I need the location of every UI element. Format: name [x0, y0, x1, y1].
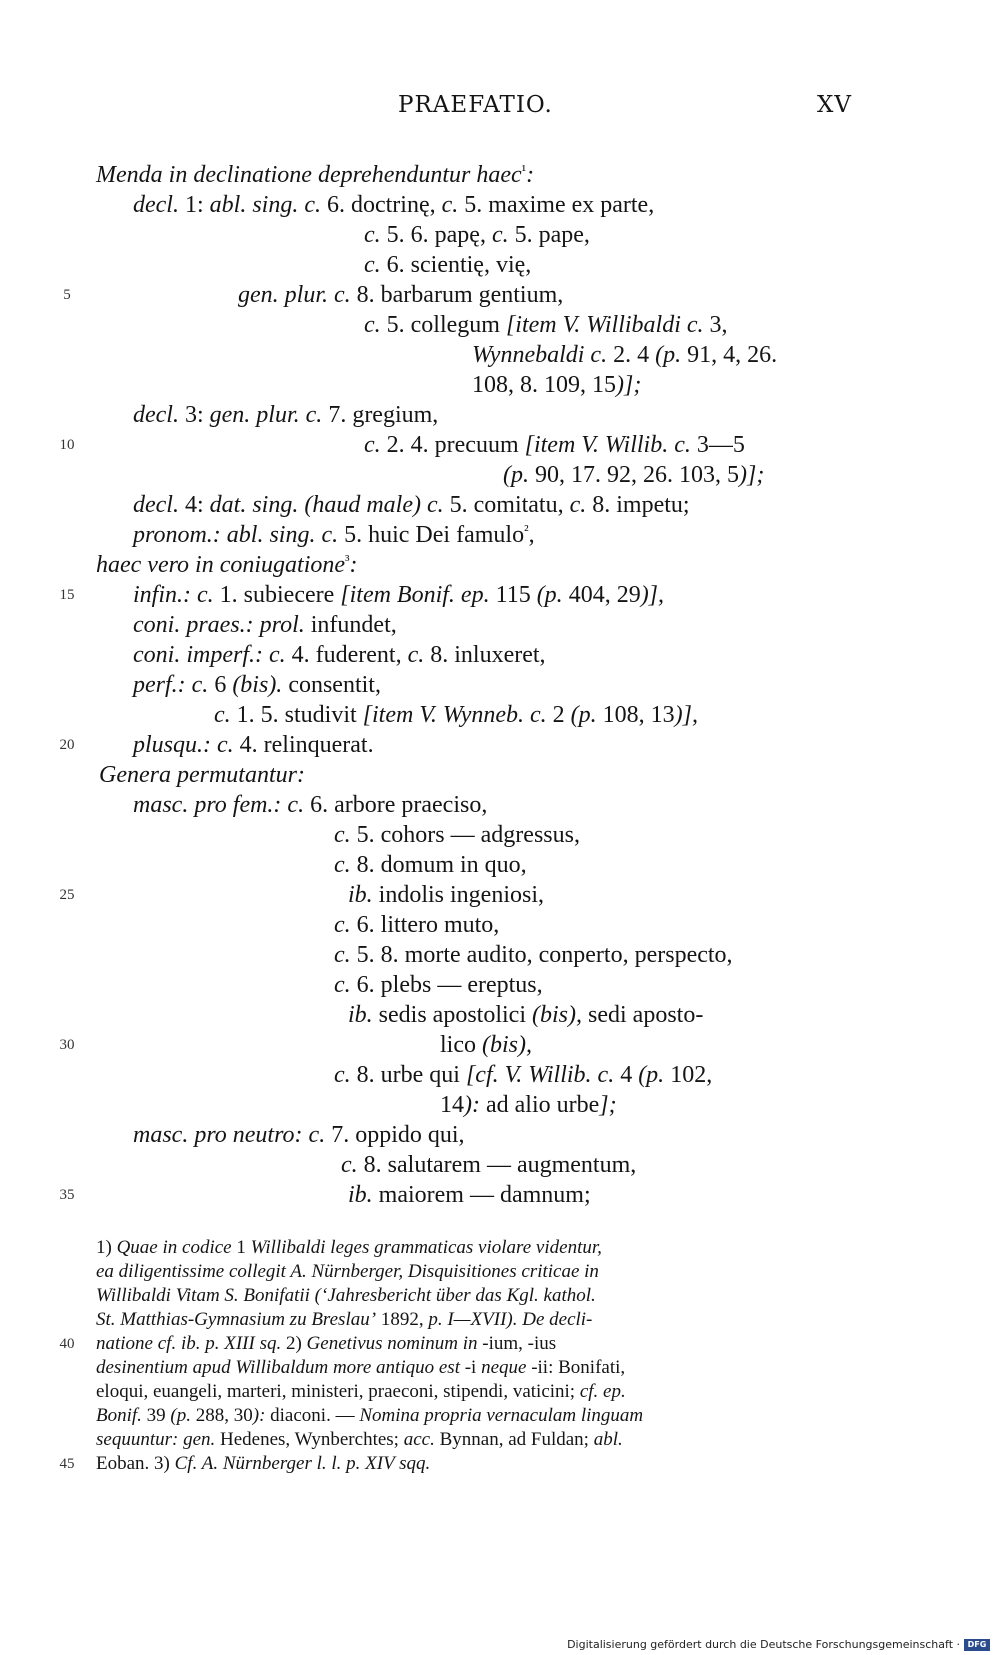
italic-text: ib.	[348, 1182, 373, 1208]
text-span: 8. salutarem — augmentum,	[357, 1152, 637, 1178]
text-span: 1892,	[376, 1309, 429, 1330]
italic-text: Willibaldi leges grammaticas violare videntur,	[250, 1237, 602, 1258]
italic-text: :	[526, 162, 535, 188]
text-line	[364, 220, 590, 250]
footnote-line	[96, 1428, 623, 1452]
italic-text: c.	[214, 702, 231, 728]
text-span: 8. domum in quo,	[350, 852, 527, 878]
italic-text: c.	[364, 222, 381, 248]
italic-text: p. I—XVII). De decli-	[428, 1309, 593, 1330]
italic-text: c.	[364, 252, 381, 278]
italic-text: c.	[334, 972, 351, 998]
italic-text: (bis),	[482, 1032, 532, 1058]
footnote-line	[96, 1284, 596, 1308]
text-line	[348, 1000, 703, 1030]
italic-text: c.	[334, 942, 351, 968]
line-number: 35	[59, 1187, 75, 1203]
text-span: 102,	[664, 1062, 713, 1088]
text-line	[334, 910, 499, 940]
text-span: 5. 6. papę,	[380, 222, 492, 248]
italic-text: c.	[407, 642, 425, 668]
italic-text: [cf. V. Willib. c.	[465, 1062, 615, 1088]
italic-text: [item V. Willib. c.	[524, 432, 691, 458]
line-number: 25	[59, 887, 75, 903]
italic-text: masc. pro fem.: c.	[133, 792, 305, 818]
footnote-line	[96, 1380, 626, 1404]
text-span: 5. comitatu,	[443, 492, 570, 518]
text-span: 2)	[281, 1333, 307, 1354]
text-span: ,	[528, 522, 535, 548]
page-title: PRAEFATIO.	[398, 92, 553, 118]
text-span: 1)	[96, 1237, 117, 1258]
text-span: diaconi. —	[265, 1405, 360, 1426]
italic-text: (bis).	[232, 672, 283, 698]
text-span: 7. gregium,	[322, 402, 439, 428]
text-line	[96, 160, 534, 190]
italic-text: haec vero in coniugatione	[96, 552, 346, 578]
italic-text: pronom.: abl. sing. c.	[133, 522, 339, 548]
italic-text: perf.: c.	[133, 672, 209, 698]
italic-text: dat. sing. (haud male) c.	[209, 492, 444, 518]
text-line	[440, 1090, 617, 1120]
text-line	[334, 820, 580, 850]
text-line	[59, 430, 745, 460]
text-span: indolis ingeniosi,	[372, 882, 545, 908]
text-span: 108, 13	[596, 702, 675, 728]
text-span: 6	[208, 672, 233, 698]
italic-text: ib.	[348, 882, 373, 908]
italic-text: Genetivus nominum in	[306, 1333, 478, 1354]
line-number: 30	[59, 1037, 75, 1053]
footnote-line	[59, 1332, 557, 1356]
text-span: 5. collegum	[380, 312, 506, 338]
text-span: lico	[440, 1032, 482, 1058]
italic-text: [item Bonif. ep.	[340, 582, 490, 608]
text-line	[59, 1030, 532, 1060]
page-number: XV	[817, 92, 852, 118]
text-span: -ium, -ius	[477, 1333, 557, 1354]
text-span: ad alio urbe	[479, 1092, 600, 1118]
text-line	[59, 730, 374, 760]
text-line	[133, 400, 438, 430]
italic-text: )];	[739, 462, 765, 488]
line-number: 5	[63, 287, 71, 303]
italic-text: gen. plur. c.	[238, 282, 351, 308]
text-span: 1	[231, 1237, 251, 1258]
italic-text: c.	[341, 1152, 358, 1178]
text-line	[334, 970, 543, 1000]
text-span: 4. fuderent,	[285, 642, 408, 668]
text-line	[472, 370, 641, 400]
italic-text: neque	[481, 1357, 527, 1378]
text-span: 39	[141, 1405, 171, 1426]
text-line	[364, 250, 531, 280]
text-line	[364, 310, 728, 340]
text-line	[341, 1150, 636, 1180]
italic-text: c.	[334, 822, 351, 848]
italic-text: :	[349, 552, 358, 578]
text-span: 8. barbarum gentium,	[350, 282, 564, 308]
italic-text: infin.: c.	[133, 582, 214, 608]
italic-text: c.	[491, 222, 509, 248]
text-span: 3,	[703, 312, 728, 338]
italic-text: natione cf. ib. p. XIII sq.	[96, 1333, 282, 1354]
text-line	[133, 790, 487, 820]
italic-text: abl. sing. c.	[209, 192, 321, 218]
text-line	[334, 940, 733, 970]
line-number: 45	[59, 1456, 75, 1472]
text-span: 5. 8. morte audito, conperto, perspecto,	[350, 942, 733, 968]
italic-text: c.	[364, 312, 381, 338]
italic-text: Genera permutantur:	[99, 762, 305, 788]
text-span: 4:	[178, 492, 210, 518]
italic-text: cf. ep.	[579, 1381, 626, 1402]
text-line	[214, 700, 698, 730]
italic-text: (p.	[170, 1405, 191, 1426]
italic-text: sequuntur: gen.	[96, 1429, 216, 1450]
footnote-line	[96, 1308, 592, 1332]
text-span: Eoban.	[96, 1453, 150, 1474]
text-span: 288, 30	[191, 1405, 253, 1426]
italic-text: decl.	[133, 402, 179, 428]
text-line	[472, 340, 777, 370]
dfg-logo-icon: DFG	[964, 1639, 990, 1651]
footnote-line	[96, 1236, 602, 1260]
italic-text: (p.	[536, 582, 563, 608]
text-line	[96, 550, 358, 580]
text-span: 8. urbe qui	[350, 1062, 466, 1088]
italic-text: ea diligentissime collegit A. Nürnberger, Disquisitiones criticae in	[96, 1261, 599, 1282]
text-span: 90, 17. 92, 26. 103, 5	[529, 462, 739, 488]
text-span: ³	[345, 553, 350, 569]
text-line	[133, 190, 654, 220]
italic-text: )],	[640, 582, 665, 608]
italic-text: desinentium apud Willibaldum more antiquo est	[96, 1357, 460, 1378]
text-span: 1. 5. studivit	[230, 702, 363, 728]
line-number: 10	[59, 437, 75, 453]
italic-text: c.	[569, 492, 587, 518]
text-span: 6. plebs — ereptus,	[350, 972, 543, 998]
italic-text: Quae in codice	[116, 1237, 232, 1258]
text-line	[133, 520, 535, 550]
footnote-line	[96, 1260, 599, 1284]
text-span: 1:	[178, 192, 210, 218]
italic-text: decl.	[133, 192, 179, 218]
text-span: 14	[440, 1092, 464, 1118]
text-span: ²	[524, 523, 529, 539]
italic-text: coni. imperf.: c.	[133, 642, 286, 668]
italic-text: abl.	[593, 1429, 623, 1450]
text-span: 108, 8. 109, 15	[472, 372, 616, 398]
digitization-credit	[567, 1638, 990, 1651]
text-span: 3—5	[690, 432, 745, 458]
text-span: 5. huic Dei famulo	[338, 522, 525, 548]
italic-text: (p.	[655, 342, 682, 368]
italic-text: St. Matthias-Gymnasium zu Breslau’	[96, 1309, 377, 1330]
line-number: 40	[59, 1336, 75, 1352]
text-span: 6. scientię, vię,	[380, 252, 532, 278]
italic-text: (p.	[638, 1062, 665, 1088]
text-span: 6. littero muto,	[350, 912, 500, 938]
italic-text: c.	[334, 912, 351, 938]
text-span: -ii: Bonifati,	[526, 1357, 626, 1378]
text-line	[133, 640, 546, 670]
text-span: 7. oppido qui,	[325, 1122, 465, 1148]
text-span: maiorem — damnum;	[372, 1182, 591, 1208]
text-span: 2. 4. precuum	[380, 432, 525, 458]
italic-text: )];	[616, 372, 642, 398]
italic-text: c.	[441, 192, 459, 218]
italic-text: decl.	[133, 492, 179, 518]
text-span: 6. doctrinę,	[320, 192, 442, 218]
text-line	[503, 460, 764, 490]
footnote-line	[96, 1404, 643, 1428]
text-line	[133, 490, 690, 520]
text-line	[59, 1180, 591, 1210]
italic-text: plusqu.: c.	[133, 732, 234, 758]
footnote-line	[96, 1356, 625, 1380]
italic-text: ):	[252, 1405, 266, 1426]
italic-text: Bonif.	[96, 1405, 142, 1426]
italic-text: (p.	[503, 462, 529, 488]
text-span: 91, 4, 26.	[681, 342, 778, 368]
text-line	[99, 760, 305, 790]
text-line	[133, 610, 397, 640]
text-line	[133, 1120, 465, 1150]
text-span: 3:	[178, 402, 210, 428]
text-span: 115	[489, 582, 537, 608]
italic-text: )],	[674, 702, 698, 728]
italic-text: Nomina propria vernaculam linguam	[359, 1405, 644, 1426]
text-span: consentit,	[282, 672, 381, 698]
text-span: 3)	[149, 1453, 175, 1474]
italic-text: (bis),	[532, 1002, 582, 1028]
line-number: 20	[59, 737, 75, 753]
italic-text: ];	[599, 1092, 617, 1118]
text-span: 4. relinquerat.	[233, 732, 374, 758]
italic-text: c.	[364, 432, 381, 458]
italic-text: masc. pro neutro: c.	[133, 1122, 326, 1148]
text-span: 4	[614, 1062, 639, 1088]
text-span: 2. 4	[607, 342, 656, 368]
italic-text: coni. praes.: prol.	[133, 612, 305, 638]
text-line	[334, 1060, 712, 1090]
text-span: eloqui, euangeli, marteri, ministeri, praeconi, stipendi, vaticini;	[96, 1381, 580, 1402]
italic-text: ib.	[348, 1002, 373, 1028]
text-span: sedis apostolici	[372, 1002, 532, 1028]
text-line	[59, 880, 545, 910]
text-line	[63, 280, 564, 310]
text-line	[133, 670, 381, 700]
text-span: 1. subiecere	[213, 582, 341, 608]
text-span: 5. pape,	[508, 222, 590, 248]
text-span: -i	[459, 1357, 482, 1378]
italic-text: [item V. Wynneb. c.	[362, 702, 547, 728]
text-span: 8. impetu;	[586, 492, 690, 518]
text-span: 6. arbore praeciso,	[304, 792, 488, 818]
italic-text: ):	[464, 1092, 480, 1118]
text-span: 404, 29	[562, 582, 641, 608]
italic-text: [item V. Willibaldi c.	[505, 312, 704, 338]
text-line	[334, 850, 527, 880]
italic-text: Menda in declinatione deprehenduntur haec	[96, 162, 522, 188]
text-span: sedi apostо-	[582, 1002, 704, 1028]
text-span: 2	[546, 702, 571, 728]
text-span: ¹	[521, 163, 527, 179]
italic-text: c.	[334, 852, 351, 878]
italic-text: gen. plur. c.	[209, 402, 323, 428]
italic-text: Willibaldi Vitam S. Bonifatii (‘Jahresbericht über das Kgl. kathol.	[96, 1285, 596, 1306]
text-line	[59, 580, 665, 610]
text-span: 5. cohors — adgressus,	[350, 822, 580, 848]
text-span: 8. inluxeret,	[424, 642, 546, 668]
credit-text: Digitalisierung gefördert durch die Deutsche Forschungsgemeinschaft ·	[567, 1638, 960, 1651]
footnote-line	[59, 1452, 431, 1476]
italic-text: (p.	[570, 702, 597, 728]
italic-text: acc.	[403, 1429, 435, 1450]
italic-text: Cf. A. Nürnberger l. l. p. XIV sqq.	[174, 1453, 431, 1474]
text-span: 5. maxime ex parte,	[458, 192, 655, 218]
line-number: 15	[59, 587, 75, 603]
italic-text: Wynnebaldi c.	[472, 342, 608, 368]
text-span: Hedenes, Wynberchtes;	[215, 1429, 404, 1450]
text-span: infundet,	[304, 612, 397, 638]
italic-text: c.	[334, 1062, 351, 1088]
text-span: Bynnan, ad Fuldan;	[434, 1429, 594, 1450]
